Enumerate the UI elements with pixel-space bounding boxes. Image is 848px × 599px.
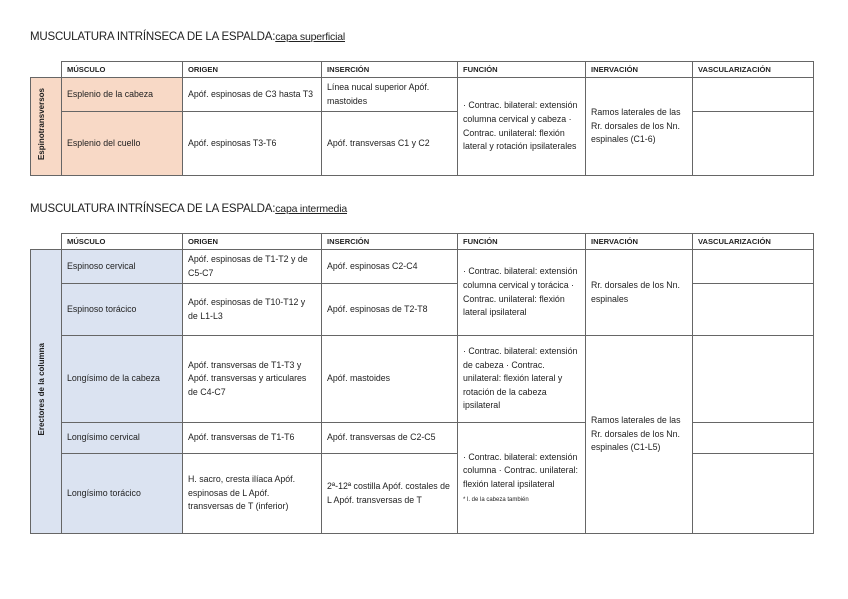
muscle-cell: Espinoso cervical bbox=[62, 250, 183, 284]
header-blank bbox=[31, 62, 62, 78]
table-header-row bbox=[31, 62, 814, 78]
table-row bbox=[31, 454, 814, 534]
group-label: Erectores de la columna bbox=[37, 342, 46, 436]
origin-cell: Apóf. espinosas T3-T6 bbox=[183, 112, 322, 176]
vascularization-cell bbox=[693, 112, 814, 176]
origin-cell: Apóf. transversas de T1-T3 y Apóf. transversas y articulares de C4-C7 bbox=[183, 336, 322, 423]
vascularization-cell bbox=[693, 454, 814, 534]
function-note: * l. de la cabeza también bbox=[463, 496, 529, 503]
group-label: Espinotransversos bbox=[37, 88, 46, 161]
section-title-intermediate bbox=[30, 203, 347, 215]
muscle-cell: Longísimo torácico bbox=[62, 454, 183, 534]
header-function: FUNCIÓN bbox=[458, 62, 586, 78]
header-innervation: INERVACIÓN bbox=[586, 234, 693, 250]
header-function: FUNCIÓN bbox=[458, 234, 586, 250]
function-cell bbox=[458, 423, 586, 534]
vascularization-cell bbox=[693, 423, 814, 454]
table-row bbox=[31, 78, 814, 112]
origin-cell: Apóf. espinosas de T1-T2 y de C5-C7 bbox=[183, 250, 322, 284]
header-insertion: INSERCIÓN bbox=[322, 62, 458, 78]
innervation-cell: Ramos laterales de las Rr. dorsales de los Nn. espinales (C1-L5) bbox=[586, 336, 693, 534]
insertion-cell: Apóf. transversas C1 y C2 bbox=[322, 112, 458, 176]
section-subheading: capa intermedia bbox=[275, 203, 347, 215]
section-subheading: capa superficial bbox=[275, 31, 346, 43]
table-row bbox=[31, 250, 814, 284]
insertion-cell: Apóf. espinosas C2-C4 bbox=[322, 250, 458, 284]
insertion-cell: Apóf. mastoides bbox=[322, 336, 458, 423]
function-cell: · Contrac. bilateral: extensión columna cervical y torácica · Contrac. unilateral: flexión lateral ipsilateral bbox=[458, 250, 586, 336]
origin-cell: H. sacro, cresta ilíaca Apóf. espinosas de L Apóf. transversas de T (inferior) bbox=[183, 454, 322, 534]
header-vascularization: VASCULARIZACIÓN bbox=[693, 234, 814, 250]
function-cell: · Contrac. bilateral: extensión columna cervical y cabeza · Contrac. unilateral: flexión lateral y rotación ipsilaterales bbox=[458, 78, 586, 176]
header-muscle: MÚSCULO bbox=[62, 62, 183, 78]
insertion-cell: 2ª-12ª costilla Apóf. costales de L Apóf. transversas de T bbox=[322, 454, 458, 534]
muscle-cell: Espinoso torácico bbox=[62, 284, 183, 336]
function-cell: · Contrac. bilateral: extensión de cabeza · Contrac. unilateral: flexión lateral y rotación de la cabeza ipsilateral bbox=[458, 336, 586, 423]
table-row bbox=[31, 336, 814, 423]
header-origin: ORIGEN bbox=[183, 62, 322, 78]
header-blank bbox=[31, 234, 62, 250]
header-muscle: MÚSCULO bbox=[62, 234, 183, 250]
origin-cell: Apóf. espinosas de T10-T12 y de L1-L3 bbox=[183, 284, 322, 336]
header-vascularization: VASCULARIZACIÓN bbox=[693, 62, 814, 78]
table-header-row bbox=[31, 234, 814, 250]
insertion-cell: Apóf. transversas de C2-C5 bbox=[322, 423, 458, 454]
section-heading: MUSCULATURA INTRÍNSECA DE LA ESPALDA: bbox=[30, 203, 276, 215]
muscle-cell: Longísimo de la cabeza bbox=[62, 336, 183, 423]
origin-cell: Apóf. espinosas de C3 hasta T3 bbox=[183, 78, 322, 112]
section-title-superficial bbox=[30, 31, 345, 43]
group-label-cell bbox=[31, 78, 62, 176]
muscle-cell: Esplenio del cuello bbox=[62, 112, 183, 176]
header-innervation: INERVACIÓN bbox=[586, 62, 693, 78]
table-row bbox=[31, 423, 814, 454]
origin-cell: Apóf. transversas de T1-T6 bbox=[183, 423, 322, 454]
section-heading: MUSCULATURA INTRÍNSECA DE LA ESPALDA: bbox=[30, 31, 276, 43]
vascularization-cell bbox=[693, 336, 814, 423]
muscle-cell: Longísimo cervical bbox=[62, 423, 183, 454]
group-label-cell bbox=[31, 250, 62, 534]
header-origin: ORIGEN bbox=[183, 234, 322, 250]
innervation-cell: Rr. dorsales de los Nn. espinales bbox=[586, 250, 693, 336]
insertion-cell: Apóf. espinosas de T2-T8 bbox=[322, 284, 458, 336]
innervation-cell: Ramos laterales de las Rr. dorsales de los Nn. espinales (C1-6) bbox=[586, 78, 693, 176]
table-intermediate bbox=[30, 233, 814, 534]
vascularization-cell bbox=[693, 284, 814, 336]
insertion-cell: Línea nucal superior Apóf. mastoides bbox=[322, 78, 458, 112]
header-insertion: INSERCIÓN bbox=[322, 234, 458, 250]
table-superficial bbox=[30, 61, 814, 176]
vascularization-cell bbox=[693, 250, 814, 284]
muscle-cell: Esplenio de la cabeza bbox=[62, 78, 183, 112]
table-row bbox=[31, 284, 814, 336]
function-text: · Contrac. bilateral: extensión columna · Contrac. unilateral: flexión lateral ipsilateral bbox=[463, 451, 578, 489]
vascularization-cell bbox=[693, 78, 814, 112]
table-row bbox=[31, 112, 814, 176]
